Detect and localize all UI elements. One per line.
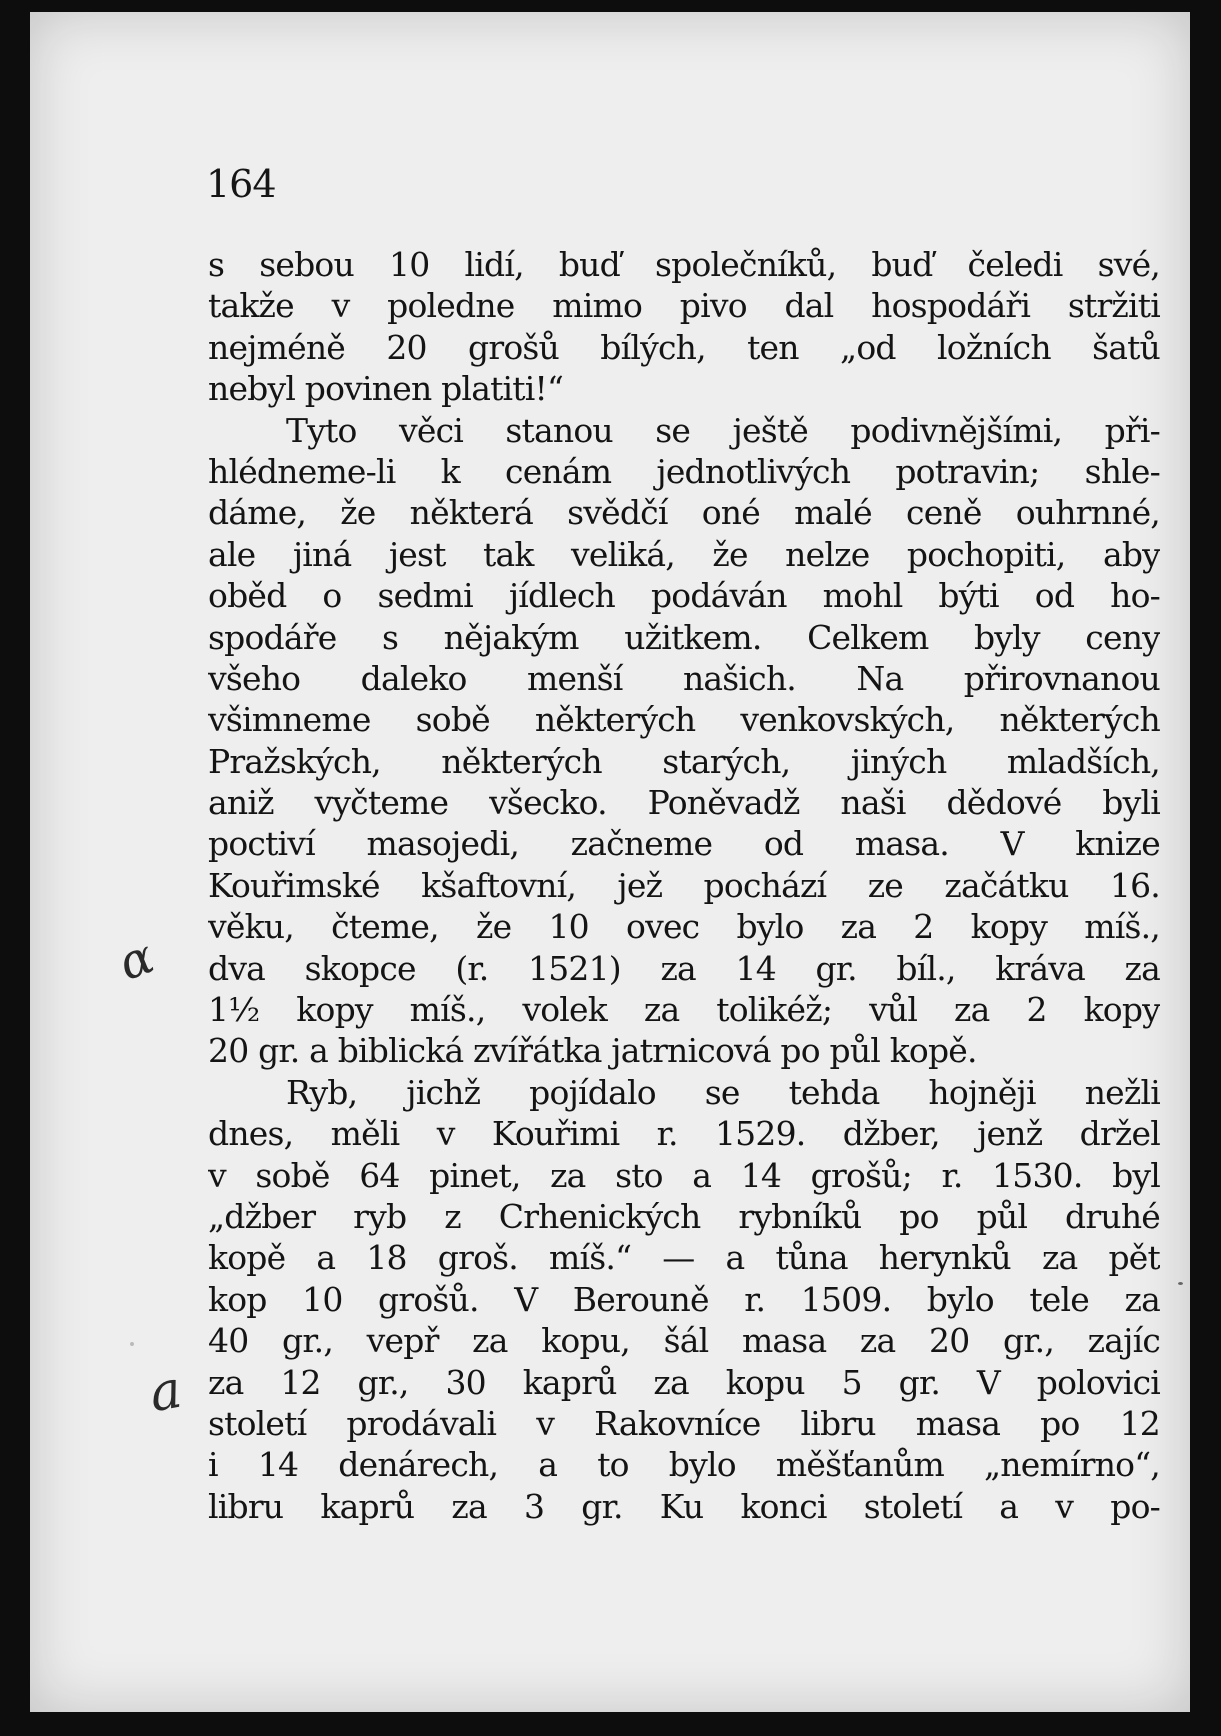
text-line: všeho daleko menší našich. Na přirovnanou: [208, 658, 1160, 698]
body-text: [208, 244, 1160, 1527]
text-line: za 12 gr., 30 kaprů za kopu 5 gr. V polovici: [208, 1362, 1160, 1402]
text-line: kop 10 grošů. V Berouně r. 1509. bylo tele za: [208, 1279, 1160, 1319]
handwritten-a-mark: a: [145, 1359, 186, 1425]
text-line: takže v poledne mimo pivo dal hospodáři stržiti: [208, 286, 1160, 326]
text-line: 40 gr., vepř za kopu, šál masa za 20 gr., zajíc: [208, 1321, 1160, 1361]
text-line: libru kaprů za 3 gr. Ku konci století a v po-: [208, 1486, 1160, 1526]
text-line: Kouřimské kšaftovní, jež pochází ze začátku 16.: [208, 865, 1160, 905]
text-line: i 14 denárech, a to bylo měšťanům „nemírno“,: [208, 1445, 1160, 1485]
text-line: nebyl povinen platiti!“: [208, 369, 564, 409]
text-line: spodáře s nějakým užitkem. Celkem byly ceny: [208, 617, 1160, 657]
text-line: Tyto věci stanou se ještě podivnějšími, při-: [286, 410, 1160, 450]
text-line: „džber ryb z Crhenických rybníků po půl druhé: [208, 1196, 1160, 1236]
text-line: všimneme sobě některých venkovských, některých: [208, 700, 1160, 740]
text-line: v sobě 64 pinet, za sto a 14 grošů; r. 1530. byl: [208, 1155, 1160, 1195]
text-line: dáme, že některá svědčí oné malé ceně ouhrnné,: [208, 493, 1160, 533]
text-line: ale jiná jest tak veliká, že nelze pochopiti, aby: [208, 534, 1160, 574]
handwritten-alpha-mark: α: [111, 928, 162, 992]
page-number: 164: [206, 162, 276, 206]
paper-speck: [130, 1342, 134, 1346]
text-line: aniž vyčteme všecko. Poněvadž naši dědové byli: [208, 783, 1160, 823]
text-line: Ryb, jichž pojídalo se tehda hojněji nežli: [286, 1072, 1160, 1112]
book-page: [30, 12, 1190, 1712]
text-line: 1½ kopy míš., volek za tolikéž; vůl za 2 kopy: [208, 990, 1160, 1030]
text-line: Pražských, některých starých, jiných mladších,: [208, 741, 1160, 781]
paper-speck: [1178, 1282, 1183, 1285]
text-line: 20 gr. a biblická zvířátka jatrnicová po půl kopě.: [208, 1031, 977, 1071]
text-line: dva skopce (r. 1521) za 14 gr. bíl., kráva za: [208, 948, 1160, 988]
text-line: nejméně 20 grošů bílých, ten „od ložních šatů: [208, 327, 1160, 367]
text-line: věku, čteme, že 10 ovec bylo za 2 kopy míš.,: [208, 907, 1160, 947]
text-line: dnes, měli v Kouřimi r. 1529. džber, jenž držel: [208, 1114, 1160, 1154]
text-line: oběd o sedmi jídlech podáván mohl býti od ho-: [208, 576, 1160, 616]
text-line: století prodávali v Rakovníce libru masa po 12: [208, 1403, 1160, 1443]
text-line: s sebou 10 lidí, buď společníků, buď čeledi své,: [208, 245, 1160, 284]
text-line: kopě a 18 groš. míš.“ — a tůna herynků za pět: [208, 1238, 1160, 1278]
text-line: poctiví masojedi, začneme od masa. V knize: [208, 824, 1160, 864]
text-line: hlédneme-li k cenám jednotlivých potravin; shle-: [208, 451, 1160, 491]
